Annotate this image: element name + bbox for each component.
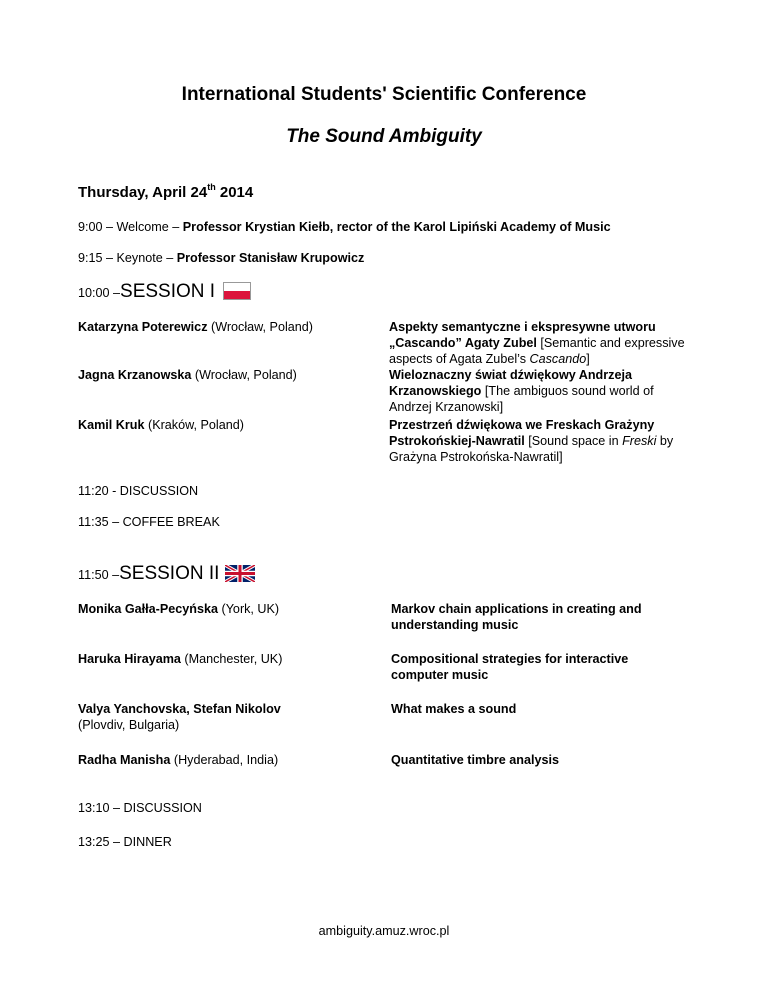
session-2-time: 11:50 – bbox=[78, 568, 120, 582]
keynote-time: 9:15 – Keynote – bbox=[78, 251, 177, 265]
talk-title: Quantitative timbre analysis bbox=[391, 753, 559, 767]
speaker-name: Monika Gałła-Pecyńska bbox=[78, 602, 218, 616]
session-1-speaker-2 bbox=[78, 367, 368, 383]
talk-translation: [Sound space in bbox=[524, 434, 623, 448]
speaker-name: Kamil Kruk bbox=[78, 418, 145, 432]
speaker-place: (Plovdiv, Bulgaria) bbox=[78, 718, 180, 732]
day-heading-sup: th bbox=[207, 182, 216, 192]
poland-flag-icon bbox=[223, 282, 251, 305]
session-2-heading bbox=[78, 562, 255, 585]
talk-translation: [The ambiguos sound world of Andrzej Krzanowski] bbox=[389, 384, 654, 414]
session-1-name: SESSION I bbox=[120, 281, 216, 302]
session-1-talk-2 bbox=[389, 367, 689, 415]
session-2-talk-4 bbox=[391, 752, 691, 768]
welcome-line bbox=[78, 219, 611, 235]
talk-translation-italic: Freski bbox=[622, 434, 657, 448]
footer-url: ambiguity.amuz.wroc.pl bbox=[318, 924, 450, 938]
session-1-talk-1 bbox=[389, 319, 689, 367]
session-2-speaker-2 bbox=[78, 651, 368, 667]
day-heading bbox=[78, 184, 253, 201]
day-heading-text: Thursday, April 24 bbox=[78, 184, 208, 201]
talk-title: Compositional strategies for interactive computer music bbox=[391, 652, 629, 682]
keynote-line bbox=[78, 250, 364, 266]
session-1-time: 10:00 – bbox=[78, 286, 121, 300]
speaker-place: (Wrocław, Poland) bbox=[191, 368, 297, 382]
conference-title: International Students' Scientific Conference bbox=[181, 84, 587, 105]
keynote-speaker: Professor Stanisław Krupowicz bbox=[176, 251, 365, 265]
speaker-name: Radha Manisha bbox=[78, 753, 171, 767]
session-2-speaker-4 bbox=[78, 752, 368, 768]
session-2-talk-1 bbox=[391, 601, 651, 633]
coffee-break: 11:35 – COFFEE BREAK bbox=[78, 515, 220, 529]
session-1-speaker-1 bbox=[78, 319, 368, 335]
talk-translation: [Semantic and expressive aspects of Agata Zubel’s bbox=[389, 336, 685, 366]
session-2-talk-2 bbox=[391, 651, 641, 683]
talk-title: Wieloznaczny świat dźwiękowy Andrzeja Krzanowskiego bbox=[389, 368, 632, 398]
speaker-name: Katarzyna Poterewicz bbox=[78, 320, 208, 334]
speaker-place: (Wrocław, Poland) bbox=[207, 320, 313, 334]
talk-translation-end: ] bbox=[586, 352, 590, 366]
session-1-heading bbox=[78, 279, 251, 303]
speaker-place: (Hyderabad, India) bbox=[170, 753, 279, 767]
day-heading-year: 2014 bbox=[215, 184, 254, 201]
speaker-place: (Manchester, UK) bbox=[180, 652, 283, 666]
talk-translation-end: by Grażyna Pstrokońska-Nawratil] bbox=[389, 434, 674, 464]
welcome-time: 9:00 – Welcome – bbox=[78, 220, 183, 234]
conference-subtitle: The Sound Ambiguity bbox=[286, 126, 482, 147]
speaker-name: Haruka Hirayama bbox=[78, 652, 181, 666]
dinner: 13:25 – DINNER bbox=[78, 835, 172, 849]
discussion-1: 11:20 - DISCUSSION bbox=[78, 484, 199, 498]
session-1-speaker-3 bbox=[78, 417, 368, 433]
uk-flag-icon bbox=[225, 565, 255, 587]
welcome-speaker: Professor Krystian Kiełb, rector of the Karol Lipiński Academy of Music bbox=[182, 220, 611, 234]
session-2-talk-3 bbox=[391, 701, 691, 717]
session-2-speaker-1 bbox=[78, 601, 368, 617]
talk-translation-italic: Cascando bbox=[529, 352, 587, 366]
session-1-talk-3 bbox=[389, 417, 689, 465]
speaker-place: (York, UK) bbox=[218, 602, 280, 616]
discussion-2: 13:10 – DISCUSSION bbox=[78, 801, 202, 815]
talk-title: What makes a sound bbox=[391, 702, 517, 716]
session-2-speaker-3 bbox=[78, 701, 318, 733]
session-2-name: SESSION II bbox=[119, 563, 220, 584]
speaker-place: (Kraków, Poland) bbox=[144, 418, 244, 432]
talk-title: Aspekty semantyczne i ekspresywne utworu „Cascando” Agaty Zubel bbox=[389, 320, 656, 350]
speaker-name: Jagna Krzanowska bbox=[78, 368, 192, 382]
talk-title: Przestrzeń dźwiękowa we Freskach Grażyny Pstrokońskiej-Nawratil bbox=[389, 418, 655, 448]
speaker-name: Valya Yanchovska, Stefan Nikolov bbox=[78, 702, 281, 716]
talk-title: Markov chain applications in creating and understanding music bbox=[391, 602, 642, 632]
